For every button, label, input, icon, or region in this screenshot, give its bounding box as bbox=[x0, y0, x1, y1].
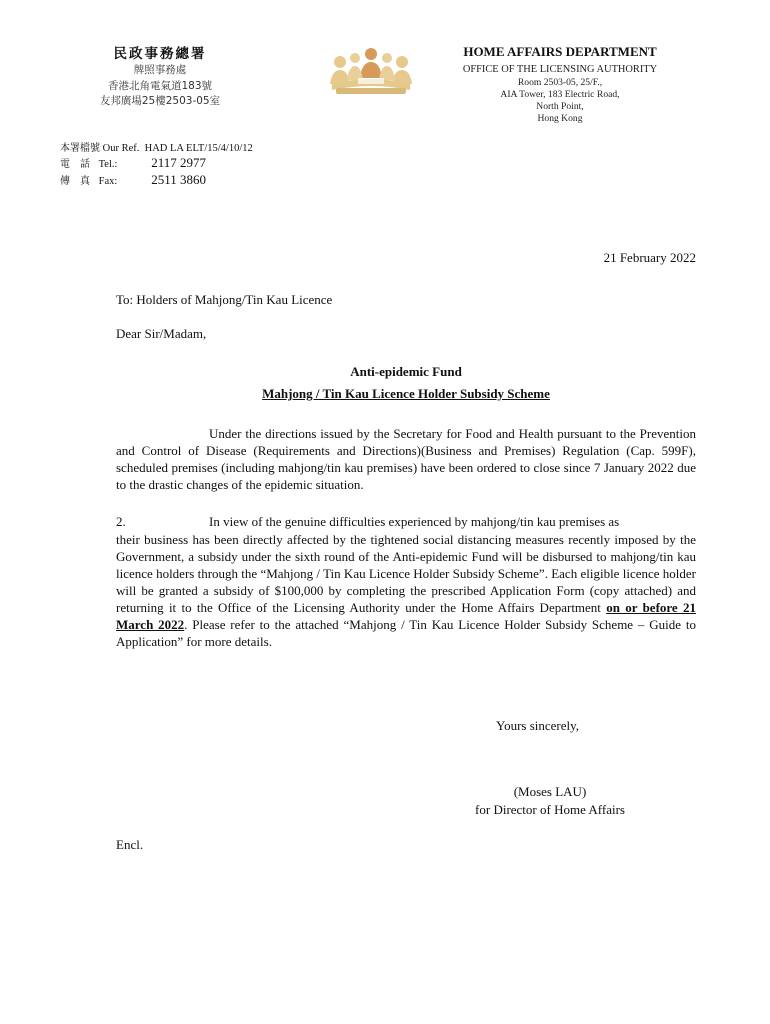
paragraph-2-first-line bbox=[116, 514, 696, 530]
address-english-line3: North Point, bbox=[536, 101, 584, 112]
paragraph-1-text: Under the directions issued by the Secretary for Food and Health pursuant to the Prevention and Control of Disease (Requirements and Directions)(Business and Premises) Regulation (Cap. 599F), scheduled premises (including mahjong/tin kau premises) have been ordered to close since 7 January 2022 due to the drastic changes of the epidemic situation. bbox=[116, 426, 696, 492]
signer-title: for Director of Home Affairs bbox=[475, 802, 625, 817]
address-chinese-line1: 香港北角電氣道183號 bbox=[107, 80, 213, 92]
closing: Yours sincerely, bbox=[496, 718, 580, 733]
enclosure-note: Encl. bbox=[116, 837, 144, 852]
paragraph-1 bbox=[116, 425, 696, 493]
paragraph-2-text-before: their business has been directly affected by the tightened social distancing measures recently imposed by the Government, a subsidy under the sixth round of the Anti-epidemic Fund will be disbursed to mahjong/tin kau licence holders through the “Mahjong / Tin Kau Licence Holder Subsidy Scheme”. Each eligible licence holder will be granted a subsidy of $100,000 by completing the prescribed Application Form (copy attached) and returning it to the Office of the Licensing Authority under the Home Affairs Department bbox=[116, 532, 696, 615]
address-chinese-line2: 友邦廣場25樓2503-05室 bbox=[99, 95, 221, 107]
signer-name: (Moses LAU) bbox=[513, 784, 587, 799]
department-name-english: HOME AFFAIRS DEPARTMENT bbox=[463, 44, 657, 59]
fax-label-chinese: 傳 真 bbox=[60, 176, 90, 187]
paragraph-2-text-after: . Please refer to the attached “Mahjong / Tin Kau Licence Holder Subsidy Scheme – Guide to Application” for more details. bbox=[116, 617, 696, 649]
addressee: To: Holders of Mahjong/Tin Kau Licence bbox=[116, 292, 333, 307]
address-english-line4: Hong Kong bbox=[537, 113, 583, 124]
reference-number: HAD LA ELT/15/4/10/12 bbox=[144, 143, 253, 154]
letter-title: Anti-epidemic Fund bbox=[350, 364, 462, 379]
paragraph-2-number: 2. bbox=[116, 514, 126, 529]
paragraph-2-first-line-text: In view of the genuine difficulties experienced by mahjong/tin kau premises as bbox=[209, 514, 620, 529]
tel-label-english: Tel.: bbox=[98, 159, 118, 170]
fax-label-english: Fax: bbox=[98, 176, 118, 187]
application-deadline: on or before 21 March 2022 bbox=[116, 600, 696, 632]
reference-line bbox=[60, 139, 253, 154]
tel-number: 2117 2977 bbox=[151, 155, 207, 170]
office-name-english: OFFICE OF THE LICENSING AUTHORITY bbox=[462, 64, 658, 75]
home-affairs-logo bbox=[318, 44, 424, 98]
department-name-chinese: 民政事務總署 bbox=[113, 46, 207, 62]
office-name-chinese: 牌照事務處 bbox=[133, 64, 187, 76]
address-english-line1: Room 2503-05, 25/F., bbox=[517, 77, 603, 88]
salutation: Dear Sir/Madam, bbox=[116, 326, 207, 341]
tel-label-chinese: 電 話 bbox=[60, 159, 90, 170]
reference-label-chinese: 本署檔號 bbox=[60, 143, 100, 154]
letter-date: 21 February 2022 bbox=[603, 250, 696, 265]
reference-label-english: Our Ref. bbox=[102, 143, 140, 154]
fax-number: 2511 3860 bbox=[151, 172, 207, 187]
telephone-line bbox=[60, 155, 206, 171]
paragraph-2-body bbox=[116, 531, 696, 650]
fax-line bbox=[60, 172, 206, 188]
address-english-line2: AIA Tower, 183 Electric Road, bbox=[500, 89, 620, 100]
letter-subtitle: Mahjong / Tin Kau Licence Holder Subsidy Scheme bbox=[262, 386, 550, 401]
